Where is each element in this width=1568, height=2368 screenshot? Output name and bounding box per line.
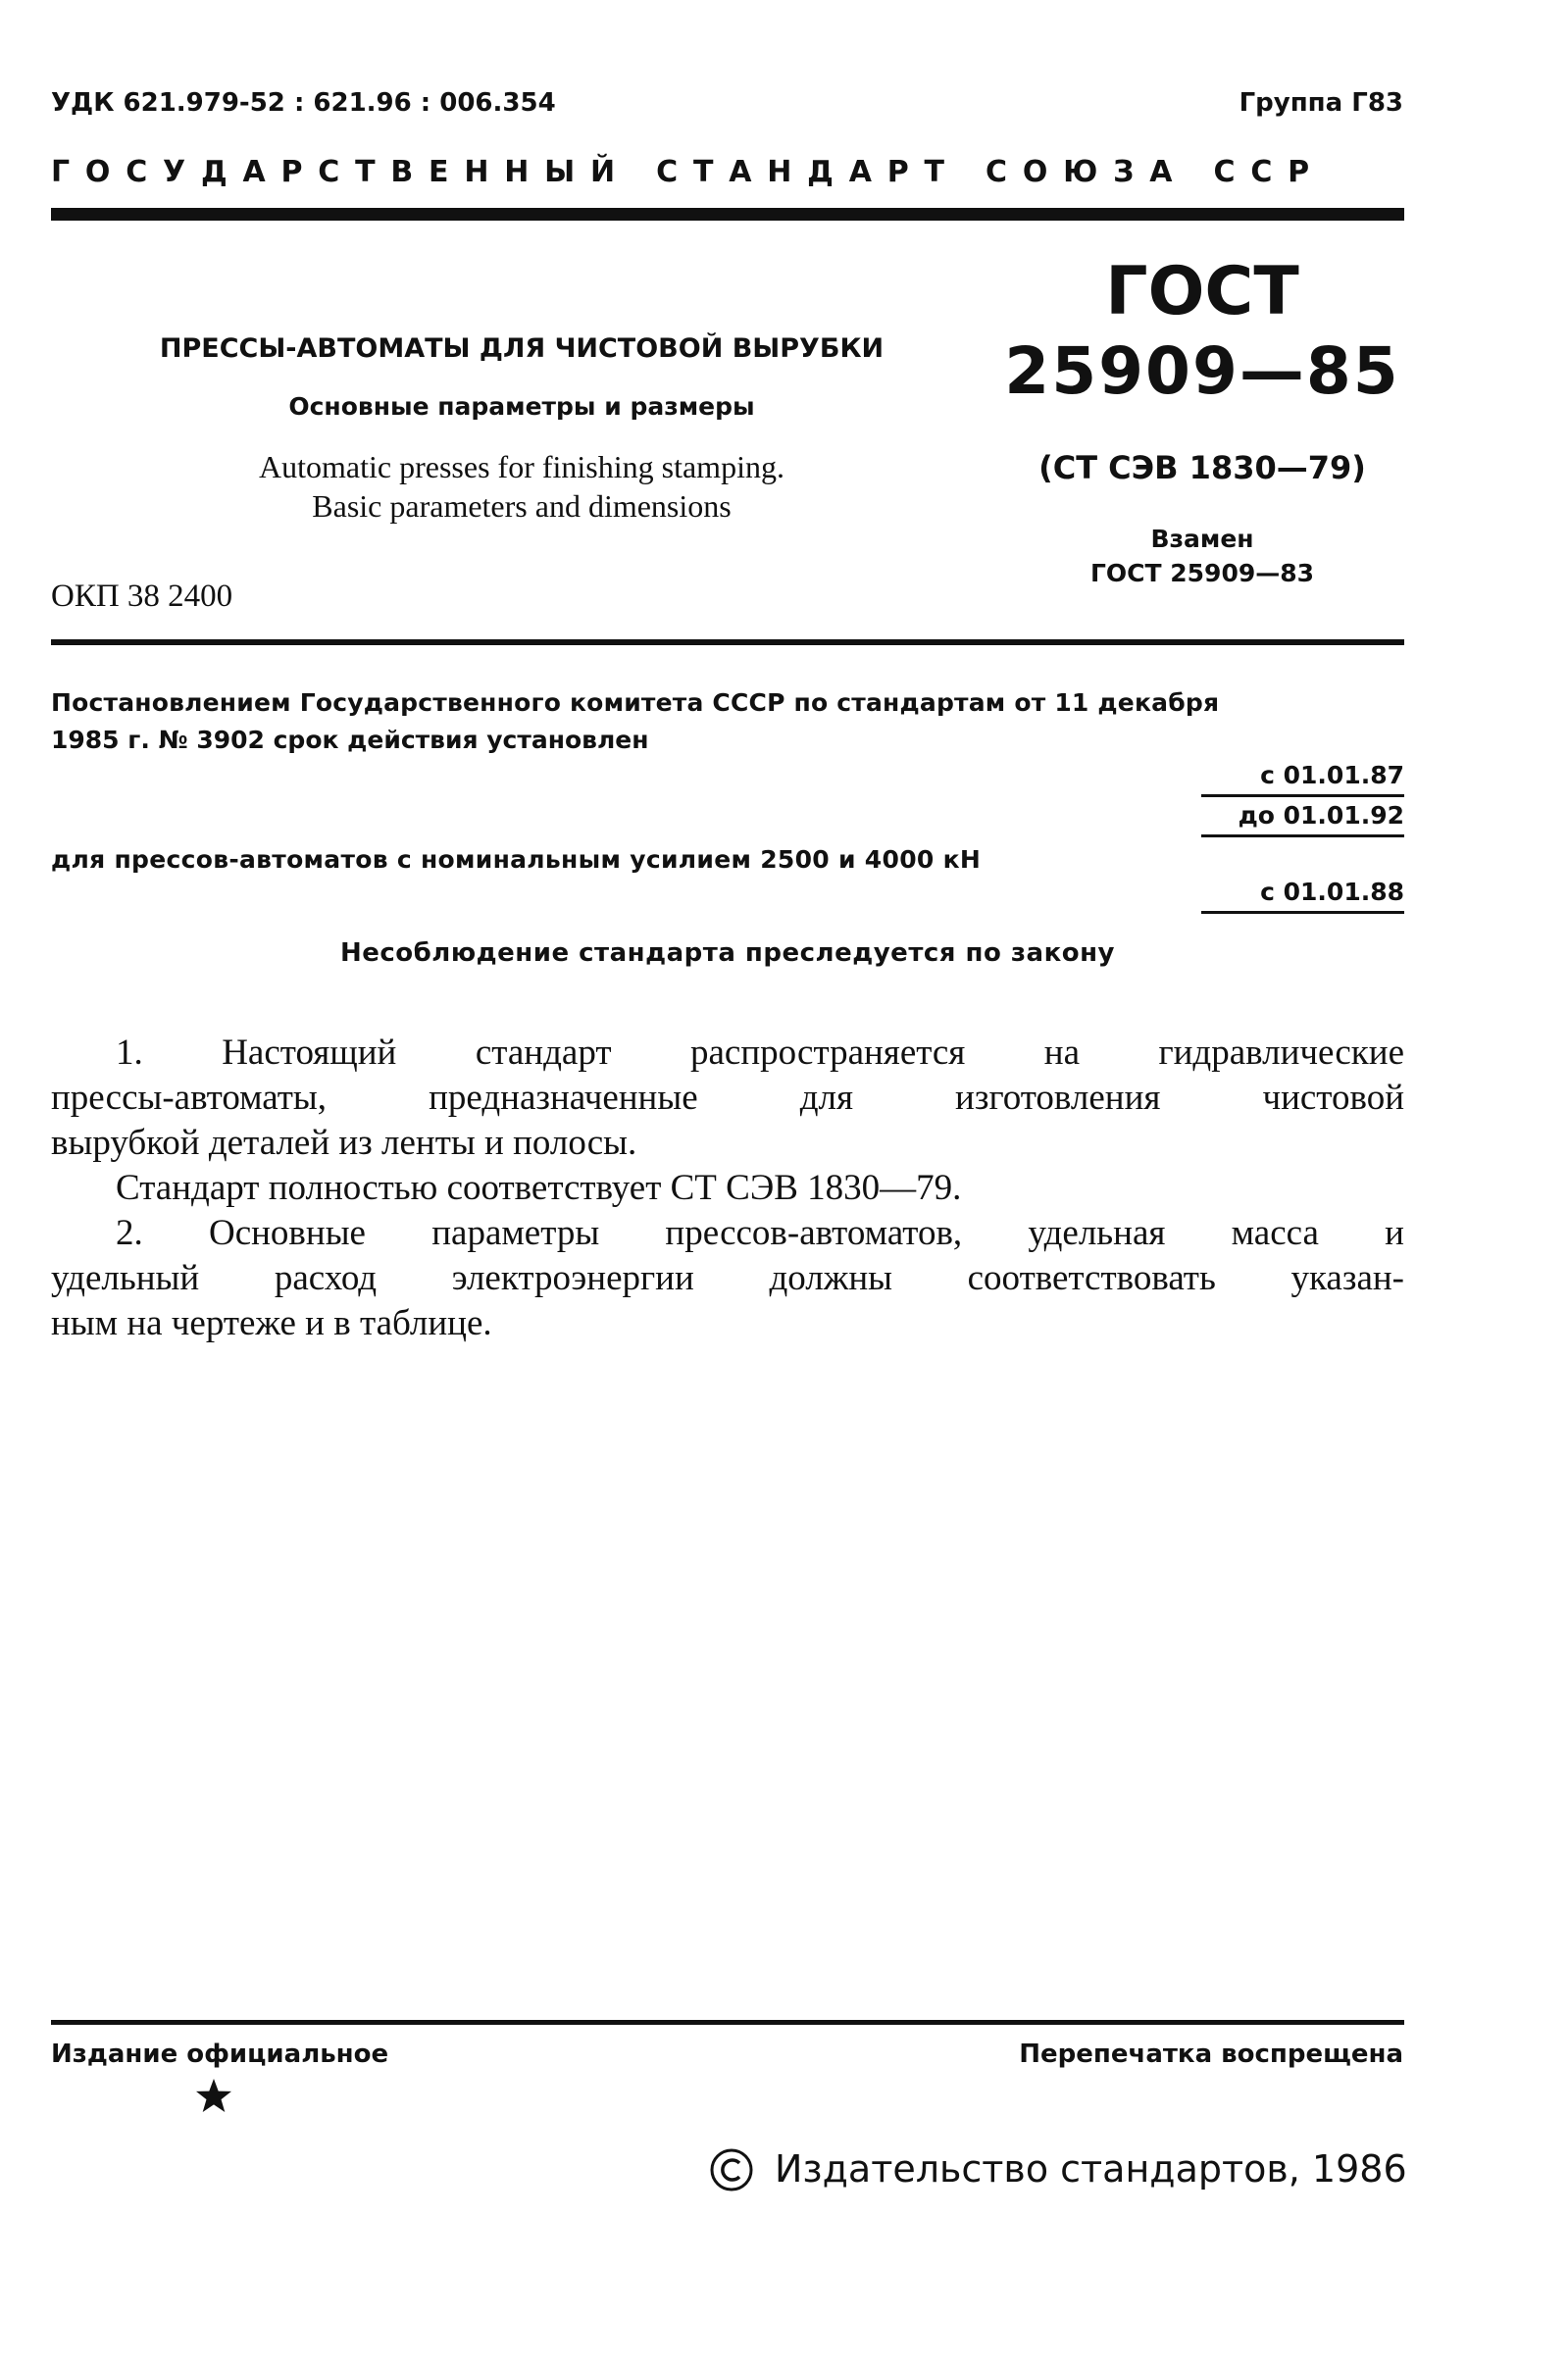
decree-date-to: до 01.01.92 [1238,801,1404,830]
official-edition: Издание официальное [51,2040,389,2069]
footer-rule [51,2020,1404,2025]
paragraph-1-line3: вырубкой деталей из ленты и полосы. [51,1123,637,1163]
decree-date-divider [1201,794,1404,797]
group-code: Группа Г83 [1239,88,1403,118]
decree-date-from: с 01.01.87 [1260,761,1404,789]
paragraph-2: Стандарт полностью соответствует СТ СЭВ 1830—79. [116,1168,962,1208]
publisher: Издательство стандартов, 1986 [775,2147,1407,2191]
decree-date-presses-divider [1201,911,1404,914]
gost-number: 25909—85 [1004,333,1400,409]
state-standard-banner: ГОСУДАРСТВЕННЫЙ СТАНДАРТ СОЮЗА ССР [51,155,1325,189]
paragraph-1-line1: 1. Настоящий стандарт распространяется на гидравлические [116,1033,1404,1073]
paragraph-3-line2: удельный расход электроэнергии должны соответствовать указан- [51,1258,1404,1298]
document-subtitle: Основные параметры и размеры [288,392,755,421]
okp-code: ОКП 38 2400 [51,579,233,614]
udk-code: УДК 621.979-52 : 621.96 : 006.354 [51,88,556,118]
law-notice: Несоблюдение стандарта преследуется по закону [339,938,1115,968]
english-title-line1: Automatic presses for finishing stamping. [259,449,784,484]
document-title: ПРЕССЫ-АВТОМАТЫ ДЛЯ ЧИСТОВОЙ ВЫРУБКИ [159,333,885,364]
star-icon [194,2077,233,2116]
gost-label: ГОСТ [1105,253,1299,330]
replaces-value: ГОСТ 25909—83 [1089,559,1315,587]
decree-date-from-presses: с 01.01.88 [1260,878,1404,906]
decree-date-to-divider [1201,834,1404,837]
presses-clause: для прессов-автоматов с номинальным усилием 2500 и 4000 кН [51,845,982,874]
replaces-label: Взамен [1150,525,1254,553]
reprint-forbidden: Перепечатка воспрещена [1019,2040,1403,2069]
paragraph-3-line3: ным на чертеже и в таблице. [51,1303,492,1343]
copyright-icon [709,2147,754,2192]
st-sev-reference: (СТ СЭВ 1830—79) [1038,449,1366,486]
title-block-rule [51,639,1404,645]
paragraph-3-line1: 2. Основные параметры прессов-автоматов, удельная масса и [116,1213,1404,1253]
decree-line2: 1985 г. № 3902 срок действия установлен [51,726,649,754]
header-thick-rule [51,208,1404,221]
decree-line1: Постановлением Государственного комитета СССР по стандартам от 11 декабря [51,688,1220,717]
paragraph-1-line2: прессы-автоматы, предназначенные для изготовления чистовой [51,1078,1404,1118]
english-title-line2: Basic parameters and dimensions [312,488,732,524]
